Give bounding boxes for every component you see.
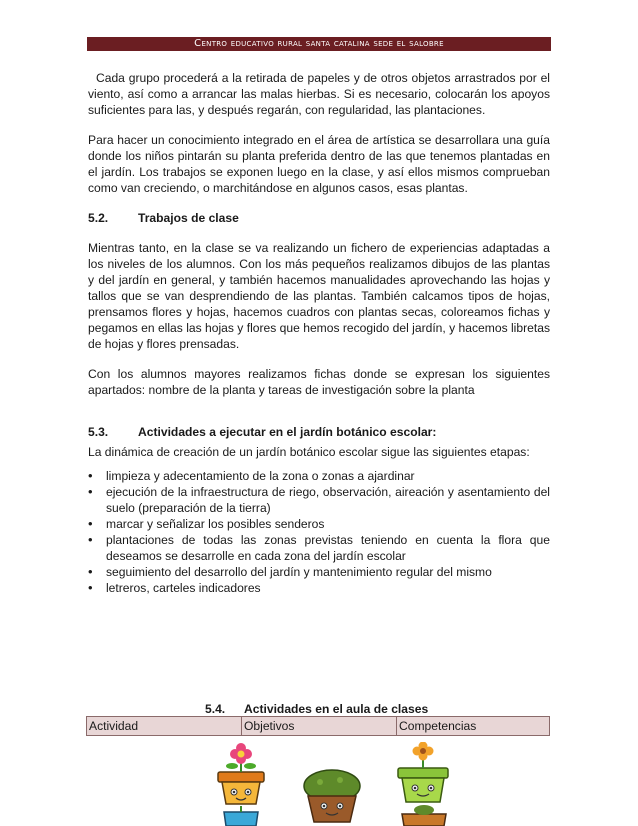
bullet-icon: •: [88, 564, 93, 579]
list-item: • limpieza y adecentamiento de la zona o zonas a ajardinar: [88, 468, 415, 483]
paragraph: La dinámica de creación de un jardín botánico escolar sigue las siguientes etapas:: [88, 445, 530, 459]
cartoon-flower-pots-illustration: [210, 742, 470, 826]
flower-pot-icon: [304, 770, 360, 822]
section-number: 5.2.: [88, 211, 109, 225]
stages-list: [88, 468, 550, 596]
flower-pot-icon: [402, 805, 446, 826]
flower-pot-icon: [224, 806, 258, 826]
table-header-row: [87, 717, 550, 736]
list-item: • marcar y señalizar los posibles senderos: [88, 516, 325, 531]
flower-pot-icon: [398, 742, 448, 802]
section-heading-5-4: [205, 702, 428, 716]
table-header-cell: Objetivos: [242, 717, 397, 736]
section-title: Actividades en el aula de clases: [244, 702, 429, 716]
section-number: 5.3.: [88, 425, 109, 439]
page-header-title: Centro educativo rural santa catalina sede el salobre: [194, 38, 444, 49]
paragraph: Mientras tanto, en la clase se va realizando un fichero de experiencias adaptadas a los niveles de los alumnos. Con los más pequeños realizamos dibujos de las plantas y del jardín en general, y también hacemos manualidades aprovechando las hojas y tallos que se van desprendiendo de las plantas. También calcamos tipos de hojas, prensamos flores y hojas, hacemos cuadros con plantas secas, coloreamos fichas y pegamos en ellas las hojas y flores que hemos recogido del jardín, y hacemos libretas de hojas y flores prensadas.: [88, 241, 550, 351]
list-item: • letreros, carteles indicadores: [88, 580, 261, 595]
table-header-cell: Competencias: [397, 717, 550, 736]
table-header-cell: Actividad: [87, 717, 242, 736]
bullet-icon: •: [88, 516, 93, 531]
document-body: [88, 70, 550, 596]
activities-table: [86, 716, 550, 736]
bullet-icon: •: [88, 532, 93, 547]
section-heading-5-2: [88, 210, 550, 226]
bullet-icon: •: [88, 484, 93, 499]
list-item: • plantaciones de todas las zonas previstas teniendo en cuenta la flora que deseamos se desarrolle en cada zona del jardín escolar: [88, 532, 550, 563]
paragraph: Para hacer un conocimiento integrado en el área de artística se desarrollara una guía donde los niños pintarán su planta preferida dentro de las que tenemos plantadas en el jardín. Los trabajos se exponen luego en la clase, y así ellos mismos comprueban como van creciendo, o marchitándose en algunos casos, esas plantas.: [88, 133, 550, 195]
section-title: Actividades a ejecutar en el jardín botánico escolar:: [138, 425, 437, 439]
paragraph: Con los alumnos mayores realizamos fichas donde se expresan los siguientes apartados: nombre de la planta y tareas de investigación sobre la planta: [88, 367, 550, 397]
paragraph: Cada grupo procederá a la retirada de papeles y de otros objetos arrastrados por el viento, así como a arrancar las malas hierbas. Si es necesario, colocarán los apoyos suficientes para las, y después regarán, con regularidad, las plantaciones.: [88, 71, 550, 117]
section-number: 5.4.: [205, 702, 226, 716]
list-item: • seguimiento del desarrollo del jardín y mantenimiento regular del mismo: [88, 564, 492, 579]
bullet-icon: •: [88, 468, 93, 483]
flower-pot-icon: [218, 743, 264, 804]
page-header: [87, 37, 551, 51]
section-title: Trabajos de clase: [138, 211, 239, 225]
list-item: • ejecución de la infraestructura de riego, observación, aireación y asentamiento del suelo (preparación de la tierra): [88, 484, 550, 515]
section-heading-5-3: [88, 424, 550, 440]
bullet-icon: •: [88, 580, 93, 595]
